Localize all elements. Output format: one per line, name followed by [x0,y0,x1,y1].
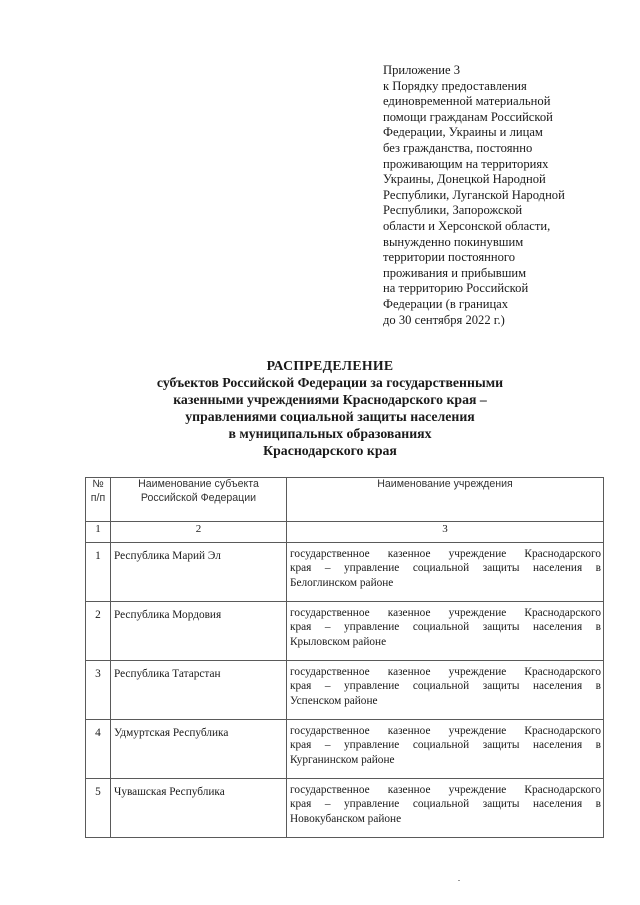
institution-line: края – управление социальной защиты населения в [290,621,601,634]
appendix-line: вынужденно покинувшим [383,234,524,249]
institution-line: государственное казенное учреждение Краснодарского [290,784,601,796]
column-number: 2 [111,522,287,543]
institution-line: государственное казенное учреждение Краснодарского [290,666,601,678]
table-row [86,661,604,720]
institution-line: Курганинском районе [290,753,395,766]
row-number: 1 [86,543,111,602]
row-institution [287,779,604,838]
appendix-line: Украины, Донецкой Народной [383,172,546,187]
appendix-line: без гражданства, постоянно [383,140,533,155]
institution-line: государственное казенное учреждение Краснодарского [290,548,601,560]
table-header-row [86,478,604,522]
row-subject: Удмуртская Республика [111,720,287,779]
column-number: 1 [86,522,111,543]
appendix-line: проживающим на территориях [383,156,549,171]
appendix-line: до 30 сентября 2022 г.) [383,312,505,327]
row-subject: Республика Марий Эл [111,543,287,602]
institution-line: края – управление социальной защиты населения в [290,680,601,693]
header-number [86,478,111,522]
row-subject: Республика Мордовия [111,602,287,661]
row-institution [287,661,604,720]
document-subtitle-line: управлениями социальной защиты населения [185,409,475,424]
table-row [86,602,604,661]
document-subtitle-line: в муниципальных образованиях [228,426,432,441]
row-number: 5 [86,779,111,838]
appendix-line: проживания и прибывшим [383,265,527,280]
institution-line: Белоглинском районе [290,576,394,589]
appendix-line: помощи гражданам Российской [383,109,553,124]
document-subtitle-line: субъектов Российской Федерации за государственными [156,375,504,390]
appendix-line: Федерации, Украины и лицам [383,125,543,140]
scan-speck [458,880,460,881]
row-institution [287,720,604,779]
header-subject [111,478,287,522]
row-subject: Республика Татарстан [111,661,287,720]
institution-line: Крыловском районе [290,635,387,648]
appendix-line: на территорию Российской [383,281,529,296]
row-number: 3 [86,661,111,720]
row-number: 2 [86,602,111,661]
table-row [86,779,604,838]
appendix-line: единовременной материальной [383,94,551,109]
row-institution [287,602,604,661]
appendix-note [383,63,613,328]
appendix-line: Федерации (в границах [383,296,509,311]
header-number-line: № [92,478,104,490]
institution-line: Успенском районе [290,694,378,707]
header-subject-line: Наименование субъекта [138,478,259,490]
appendix-line: Республики, Запорожской [383,203,523,218]
appendix-line: к Порядку предоставления [383,78,527,93]
header-institution: Наименование учреждения [287,478,604,522]
institution-line: государственное казенное учреждение Краснодарского [290,607,601,619]
row-subject: Чувашская Республика [111,779,287,838]
appendix-line: области и Херсонской области, [383,218,551,233]
document-title: РАСПРЕДЕЛЕНИЕ [266,358,394,373]
header-number-line: п/п [90,491,106,504]
document-heading [60,357,600,459]
institution-line: государственное казенное учреждение Краснодарского [290,725,601,737]
column-number-row [86,522,604,543]
institution-line: Новокубанском районе [290,812,402,825]
institution-line: края – управление социальной защиты населения в [290,562,601,575]
appendix-line: Приложение 3 [383,63,461,77]
header-subject-line: Российской Федерации [140,491,257,504]
column-number: 3 [287,522,604,543]
row-institution [287,543,604,602]
appendix-line: территории постоянного [383,250,516,265]
distribution-table [85,477,604,838]
institution-line: края – управление социальной защиты населения в [290,739,601,752]
document-subtitle-line: казенными учреждениями Краснодарского края – [173,392,487,407]
appendix-line: Республики, Луганской Народной [383,187,565,202]
table-row [86,543,604,602]
table-row [86,720,604,779]
row-number: 4 [86,720,111,779]
institution-line: края – управление социальной защиты населения в [290,798,601,811]
document-subtitle-line: Краснодарского края [263,443,397,458]
